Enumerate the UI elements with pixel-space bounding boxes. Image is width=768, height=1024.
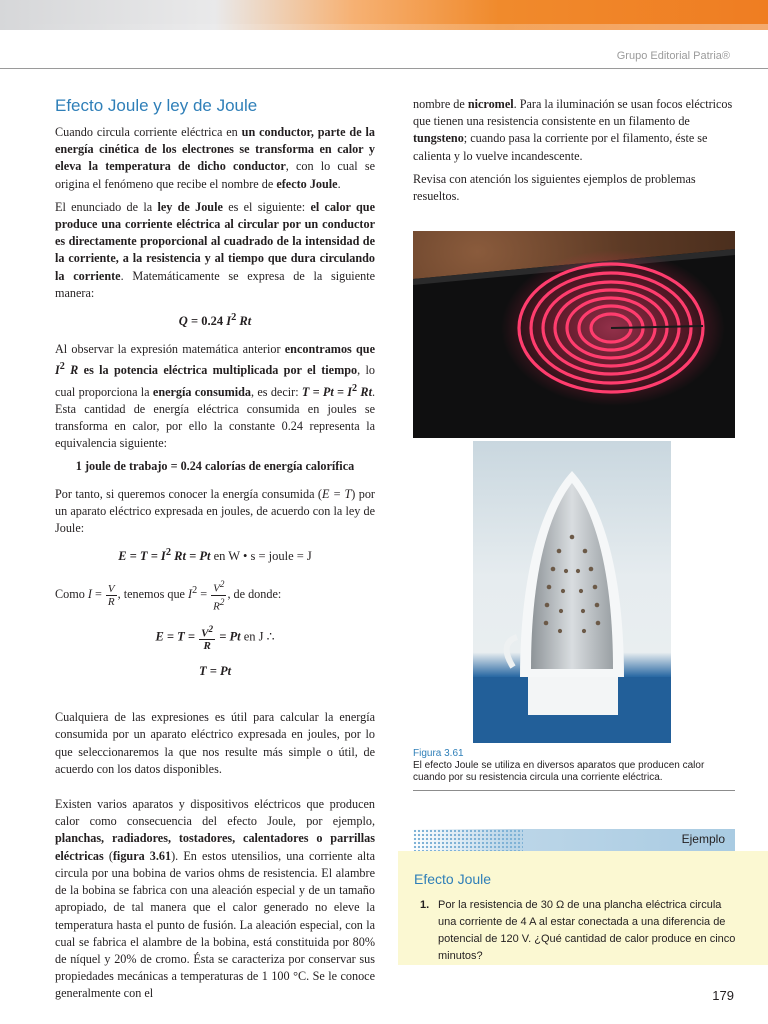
- paragraph-devices: Existen varios aparatos y dispositivos eléctricos que producen calor como consecuencia del efecto Joule, por ejemplo, planchas, radiadores, tostadores, calentadores o parrillas eléctricas (figura 3.61). En estos utensilios, una corriente alta circula por una bobina de varios ohms de resistencia. El alambre de la bobina se fabrica con una aleación especial y de un tamaño apropiado, de tal manera que el calor generado no eleve la temperatura hasta el punto de fusión. La aleación especial, con la cual se fabrica el alambre de la bobina, está constituida por 80% de níquel y 20% de cromo. Ésta se caracteriza por conservar sus propiedades mecánicas a temperaturas de 1 100 °C. Se le conoce generalmente con el: [55, 797, 375, 1001]
- equation-t-pt: T = Pt: [198, 664, 232, 679]
- problem-text: Por la resistencia de 30 Ω de una plancha eléctrica circula una corriente de 4 A al estar conectada a una diferencia de potencial de 120 V. ¿Qué cantidad de calor produce en cinco minutos?: [438, 899, 736, 962]
- electric-iron-photo: [473, 441, 671, 743]
- electric-stove-photo: [413, 231, 735, 438]
- figure-caption: El efecto Joule se utiliza en diversos aparatos que producen calor cuando por su resistencia circula una corriente eléctrica.: [413, 760, 705, 783]
- example-header-bar: [413, 829, 735, 851]
- paragraph-expressions: Cualquiera de las expresiones es útil para calcular la energía consumida por un aparato eléctrico expresada en joules, por lo que seleccionaremos la que nos resulte más simple o útil, de acuerdo con los datos disponibles.: [55, 710, 375, 776]
- right-column: [413, 96, 735, 211]
- equation-energy-voltage: E = T = $\frac{V^2}{R}$ = Pt en J ∴: [155, 623, 275, 653]
- iron-illustration: [473, 441, 671, 743]
- section-title: Efecto Joule y ley de Joule: [55, 96, 258, 115]
- equivalence-statement: 1 joule de trabajo = 0.24 calorías de energía calorífica: [75, 458, 355, 473]
- publisher-name: Grupo Editorial Patria®: [616, 50, 730, 62]
- paragraph-nicromel: nombre de nicromel. Para la iluminación se usan focos eléctricos que tienen una resistencia consistente en un filamento de tungsteno; cuando pasa la corriente por el filamento, éste se calienta y lo vuelve incandescente.: [413, 97, 733, 163]
- figure-rule: [413, 790, 735, 791]
- equation-joule-law: Q = 0.24 $I^2$ Rt: [178, 312, 252, 329]
- paragraph-power-time: Al observar la expresión matemática anterior encontramos que $I^2$ R es la potencia eléctrica multiplicada por el tiempo, lo cual proporciona la energía consumida, es decir: $T = Pt = I^2$ Rt. Esta cantidad de energía eléctrica consumida en joules se transforma en calor, por ello la constante 0.24 representa la equivalencia siguiente:: [55, 342, 375, 451]
- paragraph-review-examples: Revisa con atención los siguientes ejemplos de problemas resueltos.: [413, 171, 696, 204]
- paragraph-energy-consumed: Por tanto, si queremos conocer la energía consumida (E = T) por un aparato eléctrico expresada en joules, de acuerdo con la ley de Joule:: [55, 486, 375, 535]
- equation-energy: $E = T = I^2$ Rt = Pt en W • s = joule = J: [118, 547, 312, 564]
- example-label: Ejemplo: [681, 832, 725, 846]
- example-title: Efecto Joule: [414, 871, 492, 887]
- paragraph-law-statement: El enunciado de la ley de Joule es el siguiente: el calor que produce una corriente eléctrica al circular por un conductor es directamente proporcional al cuadrado de la intensidad de la corriente, a la resistencia y al tiempo que dura circulando la corriente. Matemáticamente se expresa de la siguiente manera:: [55, 199, 375, 300]
- stove-coil-illustration: [413, 231, 735, 438]
- example-box: [398, 851, 768, 965]
- header-rule: [0, 68, 768, 69]
- figure-label: Figura 3.61: [413, 748, 464, 759]
- paragraph-intro: Cuando circula corriente eléctrica en un conductor, parte de la energía cinética de los electrones se transforma en calor y eleva la temperatura de dicho conductor, con lo cual se origina el fenómeno que recibe el nombre de efecto Joule.: [55, 125, 376, 191]
- page-number: 179: [712, 988, 734, 1003]
- equation-substitution: Como I = $\frac{V}{R}$ , tenemos que $I^2$ = $\frac{V^2}{R^2}$ , de donde:: [55, 579, 282, 613]
- example-problem: [420, 897, 740, 965]
- problem-number: 1.: [420, 899, 430, 911]
- header-color-bar: [0, 0, 768, 30]
- left-column: [55, 96, 375, 1009]
